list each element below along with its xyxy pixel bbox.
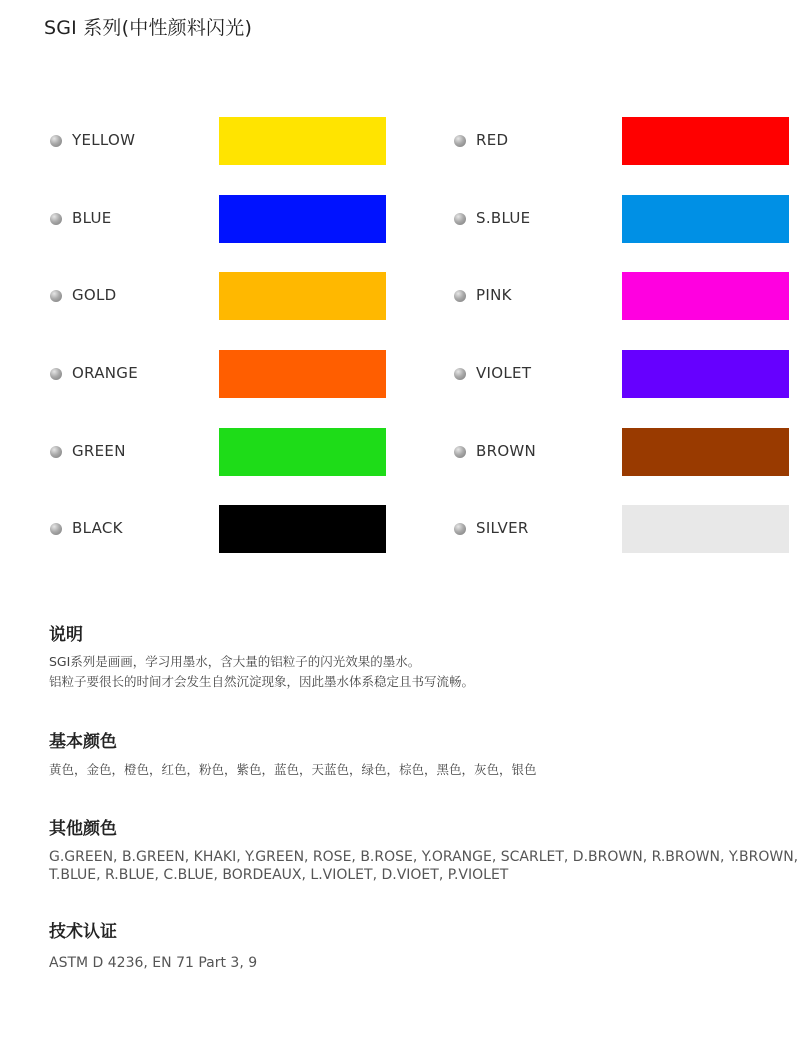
other-colors-heading: 其他颜色	[49, 819, 117, 839]
description-heading: 说明	[49, 625, 83, 645]
page-title: SGI 系列(中性颜料闪光)	[44, 17, 253, 39]
swatch-row-brown	[0, 428, 800, 476]
color-label-violet: VIOLET	[476, 364, 532, 382]
color-swatch-red	[622, 117, 789, 165]
color-label-gold: GOLD	[72, 286, 117, 304]
bullet-icon	[454, 213, 466, 225]
swatch-row-red	[0, 117, 800, 165]
color-label-brown: BROWN	[476, 442, 537, 460]
color-swatch-brown	[622, 428, 789, 476]
color-label-orange: ORANGE	[72, 364, 139, 382]
other-colors-line-1: G.GREEN, B.GREEN, KHAKI, Y.GREEN, ROSE, B.ROSE, Y.ORANGE, SCARLET, D.BROWN, R.BROWN, Y.BROWN,	[49, 849, 799, 865]
color-label-blue: BLUE	[72, 209, 112, 227]
swatch-row-silver	[0, 505, 800, 553]
color-label-yellow: YELLOW	[72, 131, 136, 149]
basic-colors-heading: 基本颜色	[49, 732, 117, 752]
description-line-1: SGI系列是画画，学习用墨水，含大量的铝粒子的闪光效果的墨水。	[49, 654, 421, 669]
color-swatch-violet	[622, 350, 789, 398]
color-swatch-silver	[622, 505, 789, 553]
bullet-icon	[454, 523, 466, 535]
certification-text: ASTM D 4236, EN 71 Part 3, 9	[49, 955, 258, 971]
bullet-icon	[454, 368, 466, 380]
color-swatch-pink	[622, 272, 789, 320]
color-swatch-s-blue	[622, 195, 789, 243]
bullet-icon	[454, 135, 466, 147]
other-colors-line-2: T.BLUE, R.BLUE, C.BLUE, BORDEAUX, L.VIOLET, D.VIOET, P.VIOLET	[49, 867, 509, 883]
color-label-green: GREEN	[72, 442, 126, 460]
color-label-black: BLACK	[72, 519, 123, 537]
basic-colors-text: 黄色，金色，橙色，红色，粉色，紫色，蓝色，天蓝色，绿色，棕色，黑色，灰色，银色	[49, 762, 537, 777]
color-label-silver: SILVER	[476, 519, 529, 537]
bullet-icon	[454, 446, 466, 458]
color-label-red: RED	[476, 131, 509, 149]
color-label-pink: PINK	[476, 286, 512, 304]
certification-heading: 技术认证	[49, 922, 117, 942]
color-label-s-blue: S.BLUE	[476, 209, 531, 227]
swatch-row-s-blue	[0, 195, 800, 243]
description-line-2: 铝粒子要很长的时间才会发生自然沉淀现象，因此墨水体系稳定且书写流畅。	[49, 674, 475, 689]
bullet-icon	[454, 290, 466, 302]
swatch-row-violet	[0, 350, 800, 398]
swatch-row-pink	[0, 272, 800, 320]
